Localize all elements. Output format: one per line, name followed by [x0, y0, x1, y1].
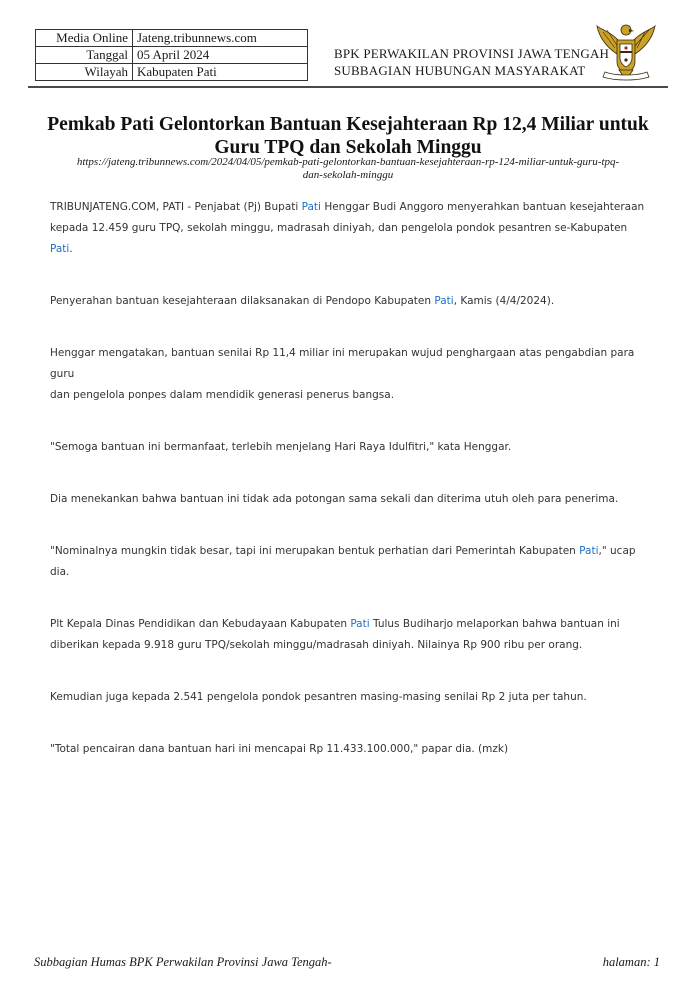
media-row — [36, 30, 308, 47]
p3-line-1: Henggar mengatakan, bantuan senilai Rp 11,4 miliar ini merupakan wujud penghargaan atas pengabdian para guru — [50, 347, 635, 380]
paragraph-3 — [50, 343, 650, 406]
date-row — [36, 47, 308, 64]
organization-division: SUBBAGIAN HUBUNGAN MASYARAKAT — [334, 63, 586, 78]
article-url-line-2[interactable]: dan-sekolah-minggu — [302, 169, 394, 181]
media-value: Jateng.tribunnews.com — [133, 30, 308, 47]
p7-text-a: Plt Kepala Dinas Pendidikan dan Kebudayaan Kabupaten — [50, 618, 351, 630]
organization-name: BPK PERWAKILAN PROVINSI JAWA TENGAH — [334, 46, 610, 61]
paragraph-7 — [50, 614, 650, 656]
header-divider — [28, 86, 668, 88]
article-title-line-2: Guru TPQ dan Sekolah Minggu — [214, 137, 482, 158]
article-title — [30, 113, 666, 159]
paragraph-4: "Semoga bantuan ini bermanfaat, terlebih menjelang Hari Raya Idulfitri," kata Henggar. — [50, 441, 512, 453]
p2-text-b: , Kamis (4/4/2024). — [453, 295, 555, 307]
organization-heading — [334, 45, 609, 79]
p7-line-2: diberikan kepada 9.918 guru TPQ/sekolah minggu/madrasah diniyah. Nilainya Rp 900 ribu per orang. — [50, 639, 583, 651]
keyword-link-pati[interactable]: Pati — [350, 618, 370, 630]
p7-text-b: Tulus Budiharjo melaporkan bahwa bantuan ini — [369, 618, 620, 630]
keyword-link-pati[interactable]: Pati — [434, 295, 454, 307]
p1-text-b: Henggar Budi Anggoro menyerahkan bantuan kesejahteraan — [320, 201, 645, 213]
p1-text-c: kepada 12.459 guru TPQ, sekolah minggu, madrasah diniyah, dan pengelola pondok pesantren se-Kabupaten — [50, 222, 628, 234]
garuda-emblem-icon — [595, 20, 657, 84]
paragraph-2 — [50, 291, 650, 312]
article-url-line-1[interactable]: https://jateng.tribunnews.com/2024/04/05/pemkab-pati-gelontorkan-bantuan-kesejahteraan-rp-124-miliar-untuk-guru-tpq- — [76, 156, 620, 168]
date-label: Tanggal — [36, 47, 133, 64]
paragraph-6 — [50, 541, 650, 583]
paragraph-5: Dia menekankan bahwa bantuan ini tidak ada potongan sama sekali dan diterima utuh oleh para penerima. — [50, 493, 619, 505]
p3-line-2: dan pengelola ponpes dalam mendidik generasi penerus bangsa. — [50, 389, 395, 401]
p1-text-a: TRIBUNJATENG.COM, PATI - Penjabat (Pj) Bupati — [50, 201, 302, 213]
keyword-link-pati[interactable]: Pati — [579, 545, 599, 557]
paragraph-8: Kemudian juga kepada 2.541 pengelola pondok pesantren masing-masing senilai Rp 2 juta per tahun. — [50, 691, 587, 703]
footer-department: Subbagian Humas BPK Perwakilan Provinsi Jawa Tengah- — [34, 955, 332, 969]
media-label: Media Online — [36, 30, 133, 47]
article-body — [50, 197, 650, 760]
article-url[interactable] — [30, 156, 666, 182]
p6-text-a: "Nominalnya mungkin tidak besar, tapi ini merupakan bentuk perhatian dari Pemerintah Kabupaten — [50, 545, 580, 557]
p2-text-a: Penyerahan bantuan kesejahteraan dilaksanakan di Pendopo Kabupaten — [50, 295, 435, 307]
media-info-table — [35, 29, 308, 81]
date-value: 05 April 2024 — [133, 47, 308, 64]
paragraph-9: "Total pencairan dana bantuan hari ini mencapai Rp 11.433.100.000," papar dia. (mzk) — [50, 743, 509, 755]
p1-text-d: . — [69, 243, 73, 255]
region-value: Kabupaten Pati — [133, 64, 308, 81]
paragraph-1 — [50, 197, 650, 260]
footer-page-number: halaman: 1 — [602, 955, 660, 969]
article-title-line-1: Pemkab Pati Gelontorkan Bantuan Kesejahteraan Rp 12,4 Miliar untuk — [47, 114, 649, 135]
keyword-link-pati[interactable]: Pati — [301, 201, 321, 213]
region-row — [36, 64, 308, 81]
region-label: Wilayah — [36, 64, 133, 81]
p6-text-b: ," ucap dia. — [50, 545, 636, 578]
keyword-link-pati[interactable]: Pati — [50, 243, 70, 255]
